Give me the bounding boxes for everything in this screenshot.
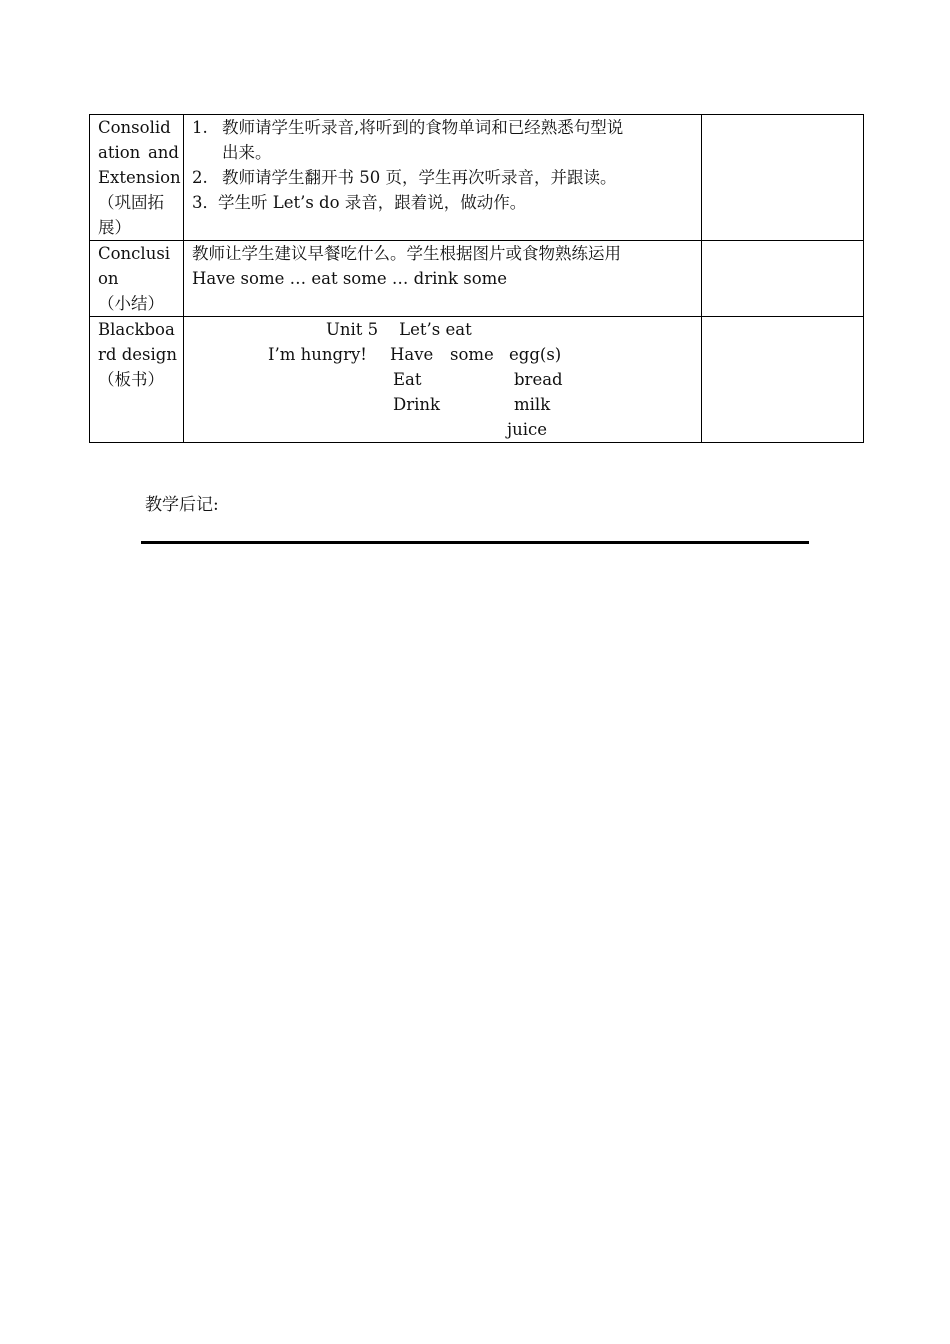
- list-number: 2.: [192, 168, 208, 187]
- text-line: 教师请学生翻开书 50 页，学生再次听录音，并跟读。: [222, 168, 617, 187]
- table-row-consolidation: [90, 115, 864, 241]
- table-row-conclusion: [90, 241, 864, 317]
- list-number: 1.: [192, 118, 208, 137]
- lesson-plan-table: [89, 114, 864, 443]
- text-line: 学生听 Let’s do 录音，跟着说，做动作。: [218, 193, 527, 212]
- board-food-juice: juice: [507, 420, 548, 439]
- board-food-bread: bread: [514, 370, 563, 389]
- board-food-eggs: egg(s): [509, 345, 562, 364]
- list-text: [218, 190, 697, 215]
- list-number: 3．: [192, 193, 219, 212]
- table-row-blackboard: [90, 317, 864, 443]
- row-notes-conclusion: [702, 241, 864, 317]
- text-line: 教师让学生建议早餐吃什么。学生根据图片或食物熟练运用: [192, 244, 621, 263]
- label-line: Conclusi: [98, 244, 171, 263]
- row-notes-consolidation: [702, 115, 864, 241]
- list-item: [192, 115, 697, 165]
- row-notes-blackboard: [702, 317, 864, 443]
- row-label-conclusion: [90, 241, 184, 317]
- board-hungry: I’m hungry!: [268, 345, 367, 364]
- row-content-conclusion: [184, 241, 702, 317]
- label-line: （巩固拓: [98, 193, 164, 212]
- text-line: 教师请学生听录音,将听到的食物单词和已经熟悉句型说: [222, 118, 624, 137]
- board-verb-eat: Eat: [393, 370, 422, 389]
- board-verb-have: Have: [390, 345, 434, 364]
- list-item: [192, 165, 697, 190]
- list-item: [192, 190, 697, 215]
- board-verb-drink: Drink: [393, 395, 441, 414]
- list-text: [222, 115, 697, 165]
- label-line: Extension: [98, 168, 181, 187]
- label-line: rd design: [98, 345, 177, 364]
- board-food-milk: milk: [514, 395, 551, 414]
- board-title: Unit 5 Let’s eat: [326, 320, 472, 339]
- label-line: （小结）: [98, 294, 164, 313]
- list-text: [222, 165, 697, 190]
- label-line: （板书）: [98, 370, 164, 389]
- row-content-blackboard: [184, 317, 702, 443]
- blackboard-design: [184, 317, 701, 442]
- label-line: Consolid: [98, 118, 171, 137]
- notes-rule: [141, 541, 809, 544]
- label-line: on: [98, 269, 119, 288]
- label-line: 展）: [98, 218, 131, 237]
- teaching-notes-label: 教学后记:: [145, 495, 219, 515]
- label-line: ation and: [98, 143, 179, 162]
- row-label-consolidation: [90, 115, 184, 241]
- label-line: Blackboa: [98, 320, 175, 339]
- row-content-consolidation: [184, 115, 702, 241]
- text-line: 出来。: [222, 143, 272, 162]
- row-label-blackboard: [90, 317, 184, 443]
- text-line: Have some … eat some … drink some: [192, 269, 508, 288]
- board-some: some: [450, 345, 494, 364]
